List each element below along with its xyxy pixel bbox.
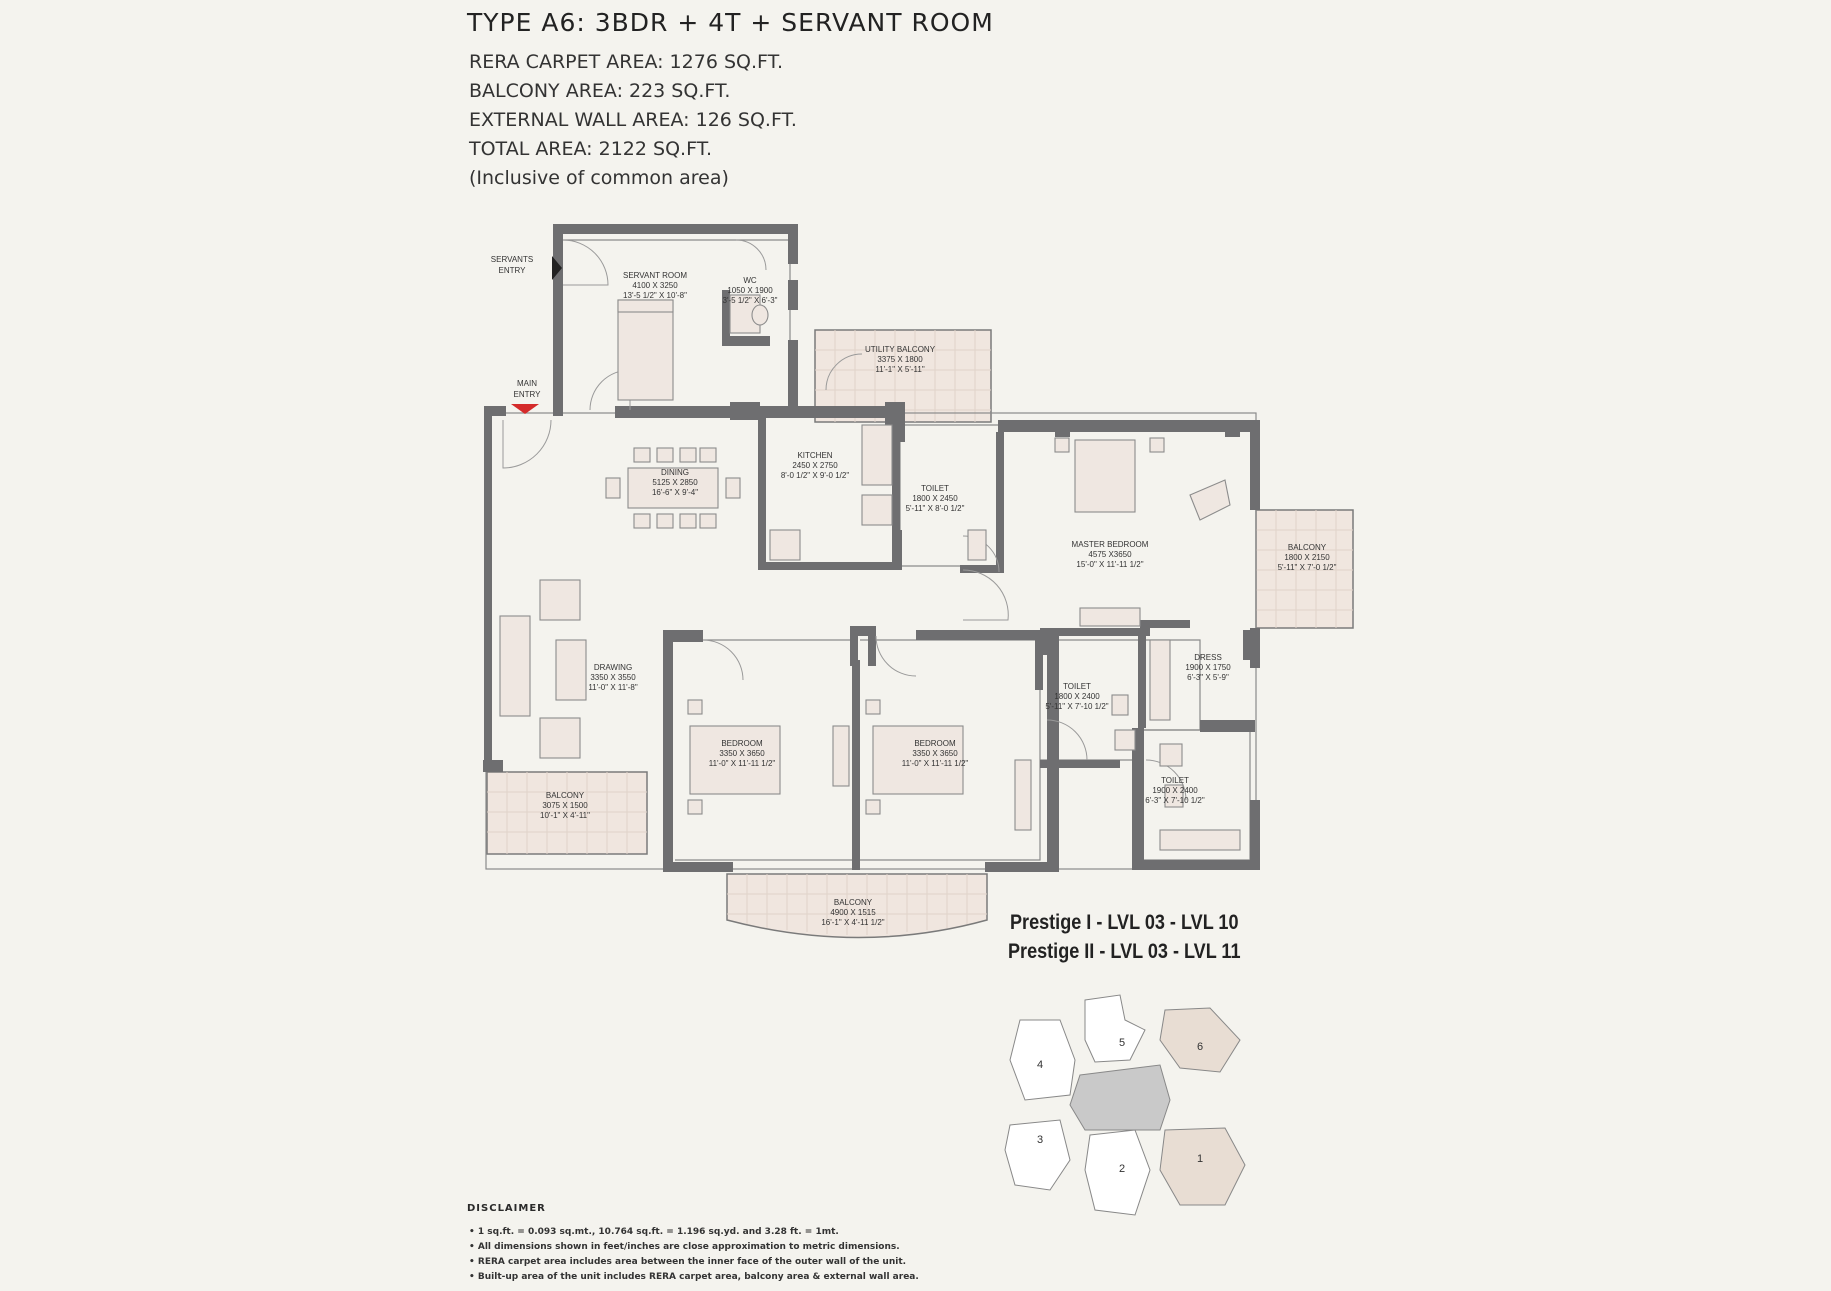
toilet-1-imperial-label: 5'-11" X 8'-0 1/2" (905, 504, 965, 513)
servant-door-swing (563, 240, 608, 285)
tower-6-label: 6 (1196, 1041, 1204, 1053)
servant-room-name-label: SERVANT ROOM (622, 271, 688, 280)
tower-1-label: 1 (1196, 1153, 1204, 1165)
servant-room-metric-label: 4100 X 3250 (632, 281, 678, 290)
bedroom-2-imperial-label: 11'-0" X 11'-11 1/2" (901, 759, 969, 768)
toilet-3-name-label: TOILET (1161, 776, 1189, 785)
drawing-name-label: DRAWING (593, 663, 633, 672)
key-plan-tower-2 (1085, 1130, 1150, 1215)
servant-bed (618, 300, 673, 400)
disclaimer-title: DISCLAIMER (467, 1203, 546, 1214)
disclaimer-item-1: • 1 sq.ft. = 0.093 sq.mt., 10.764 sq.ft. = 1.196 sq.yd. and 3.28 ft. = 1mt. (469, 1227, 839, 1237)
level-line-2: Prestige II - LVL 03 - LVL 11 (1008, 940, 1241, 963)
sofa (500, 616, 530, 716)
toilet-3-imperial-label: 6'-3" X 7'-10 1/2" (1145, 796, 1205, 805)
tower-2-label: 2 (1118, 1163, 1126, 1175)
dress-name-label: DRESS (1194, 653, 1222, 662)
key-plan-tower-6 (1160, 1008, 1240, 1072)
bedroom-1-metric-label: 3350 X 3650 (719, 749, 765, 758)
toilet-1-metric-label: 1800 X 2450 (912, 494, 958, 503)
dress-imperial-label: 6'-3" X 5'-9" (1187, 673, 1229, 682)
master-bedroom-name-label: MASTER BEDROOM (1071, 540, 1149, 549)
bedroom-2-metric-label: 3350 X 3650 (912, 749, 958, 758)
dining-metric-label: 5125 X 2850 (652, 478, 698, 487)
dining-imperial-label: 16'-6" X 9'-4" (651, 488, 699, 497)
disclaimer-item-3: • RERA carpet area includes area between the inner face of the outer wall of the unit. (469, 1257, 907, 1267)
balcony-area: BALCONY AREA: 223 SQ.FT. (469, 80, 731, 102)
bedroom-2-name-label: BEDROOM (914, 739, 956, 748)
rera-carpet-area: RERA CARPET AREA: 1276 SQ.FT. (469, 51, 783, 73)
coffee-table (556, 640, 586, 700)
level-line-1: Prestige I - LVL 03 - LVL 10 (1010, 911, 1239, 934)
servant-room-imperial-label: 13'-5 1/2" X 10'-8" (623, 291, 687, 300)
balcony-bedrooms-imperial-label: 16'-1" X 4'-11 1/2" (821, 918, 885, 927)
balcony-drawing-imperial-label: 10'-1" X 4'-11" (540, 811, 590, 820)
drawing-imperial-label: 11'-0" X 11'-8" (588, 683, 638, 692)
toilet-2-name-label: TOILET (1063, 682, 1091, 691)
tower-3-label: 3 (1036, 1134, 1044, 1146)
main-door-swing (503, 420, 551, 468)
kitchen-name-label: KITCHEN (797, 451, 833, 460)
utility-balcony-name-label: UTILITY BALCONY (864, 345, 936, 354)
servants-entry-label-1: SERVANTS (490, 255, 534, 264)
external-wall-area: EXTERNAL WALL AREA: 126 SQ.FT. (469, 109, 797, 131)
main-entry-label-1: MAIN (517, 379, 537, 388)
toilet-3-metric-label: 1900 X 2400 (1152, 786, 1198, 795)
wc-name-label: WC (743, 276, 757, 285)
area-note: (Inclusive of common area) (469, 167, 729, 189)
balcony-drawing-metric-label: 3075 X 1500 (542, 801, 588, 810)
bedroom-1-name-label: BEDROOM (721, 739, 763, 748)
balcony-bedrooms-name-label: BALCONY (833, 898, 873, 907)
utility-balcony-metric-label: 3375 X 1800 (877, 355, 923, 364)
kitchen-imperial-label: 8'-0 1/2" X 9'-0 1/2" (780, 471, 850, 480)
dining-name-label: DINING (661, 468, 689, 477)
toilet-2-metric-label: 1800 X 2400 (1054, 692, 1100, 701)
balcony-drawing-name-label: BALCONY (545, 791, 585, 800)
kitchen-sink (862, 425, 892, 485)
toilet-1-name-label: TOILET (921, 484, 949, 493)
total-area: TOTAL AREA: 2122 SQ.FT. (469, 138, 713, 160)
wc-metric-label: 1050 X 1900 (727, 286, 773, 295)
bedroom-1-imperial-label: 11'-0" X 11'-11 1/2" (708, 759, 776, 768)
drawing-metric-label: 3350 X 3550 (590, 673, 636, 682)
key-plan-tower-5 (1085, 995, 1145, 1062)
dress-metric-label: 1900 X 1750 (1185, 663, 1231, 672)
disclaimer-item-2: • All dimensions shown in feet/inches are close approximation to metric dimensions. (469, 1242, 900, 1252)
master-bedroom-imperial-label: 15'-0" X 11'-11 1/2" (1076, 560, 1144, 569)
key-plan (1005, 995, 1245, 1215)
utility-balcony-imperial-label: 11'-1" X 5'-11" (875, 365, 925, 374)
tower-5-label: 5 (1118, 1037, 1126, 1049)
kitchen-metric-label: 2450 X 2750 (792, 461, 838, 470)
balcony-master-name-label: BALCONY (1287, 543, 1327, 552)
key-plan-tower-3 (1005, 1120, 1070, 1190)
balcony-master-metric-label: 1800 X 2150 (1284, 553, 1330, 562)
servants-entry-label-2: ENTRY (498, 266, 526, 275)
master-bedroom-metric-label: 4575 X3650 (1088, 550, 1132, 559)
balcony-bedrooms-metric-label: 4900 X 1515 (830, 908, 876, 917)
toilet-2-imperial-label: 5'-11" X 7'-10 1/2" (1045, 702, 1109, 711)
armchair (1190, 480, 1230, 520)
main-entry-label-2: ENTRY (513, 390, 541, 399)
master-bed (1075, 440, 1135, 512)
key-plan-tower-1 (1160, 1128, 1245, 1205)
disclaimer-item-4: • Built-up area of the unit includes RERA carpet area, balcony area & external wall area. (469, 1272, 919, 1282)
balcony-master-imperial-label: 5'-11" X 7'-0 1/2" (1277, 563, 1337, 572)
tower-4-label: 4 (1036, 1059, 1044, 1071)
key-plan-core (1070, 1065, 1170, 1130)
plan-title: TYPE A6: 3BDR + 4T + SERVANT ROOM (467, 8, 994, 37)
wc-imperial-label: 3'-5 1/2" X 6'-3" (722, 296, 778, 305)
